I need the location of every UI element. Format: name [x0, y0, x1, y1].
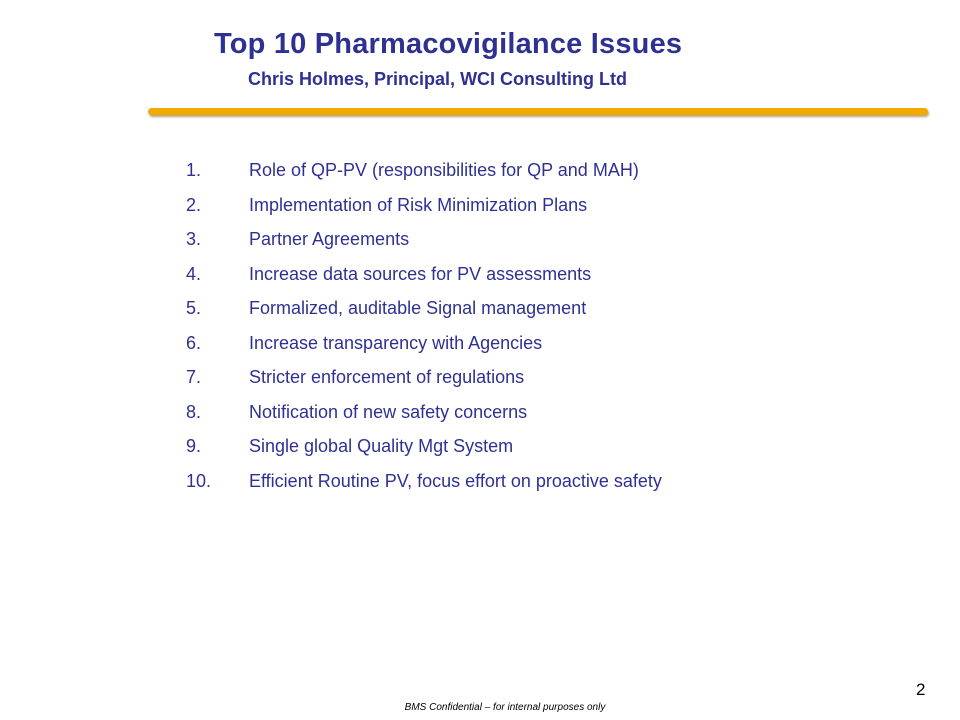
list-item-number: 4. — [186, 263, 202, 284]
list-item-text: Role of QP-PV (responsibilities for QP and MAH) — [249, 160, 639, 180]
list-item-text: Stricter enforcement of regulations — [249, 367, 525, 387]
list-item-text: Efficient Routine PV, focus effort on proactive safety — [249, 470, 662, 491]
list-item-number: 3. — [186, 229, 202, 249]
list-item — [186, 367, 662, 402]
list-item — [186, 471, 662, 506]
list-item-text: Formalized, auditable Signal management — [249, 298, 587, 318]
slide-subtitle: Chris Holmes, Principal, WCI Consulting Ltd — [248, 69, 628, 89]
list-item-number: 8. — [186, 401, 202, 422]
list-item — [186, 436, 662, 471]
list-item — [186, 160, 662, 195]
list-item-number: 6. — [186, 332, 202, 353]
list-item — [186, 402, 662, 437]
list-item-text: Implementation of Risk Minimization Plans — [249, 194, 588, 215]
confidentiality-footer: BMS Confidential – for internal purposes only — [404, 702, 606, 713]
list-item — [186, 195, 662, 230]
list-item — [186, 298, 662, 333]
issues-list — [186, 160, 662, 505]
list-item-text: Single global Quality Mgt System — [249, 436, 514, 456]
list-item-text: Increase data sources for PV assessments — [249, 263, 592, 284]
list-item — [186, 333, 662, 368]
list-item-number: 10. — [186, 470, 212, 491]
list-item-number: 1. — [186, 160, 202, 180]
list-item-text: Partner Agreements — [249, 229, 410, 249]
title-divider — [148, 108, 928, 115]
list-item — [186, 264, 662, 299]
list-item-number: 9. — [186, 436, 202, 456]
list-item-text: Increase transparency with Agencies — [249, 332, 543, 353]
list-item-number: 2. — [186, 194, 202, 215]
list-item-number: 7. — [186, 367, 202, 387]
list-item — [186, 229, 662, 264]
list-item-number: 5. — [186, 298, 202, 318]
slide-title: Top 10 Pharmacovigilance Issues — [214, 28, 683, 60]
list-item-text: Notification of new safety concerns — [249, 401, 528, 422]
page-number: 2 — [916, 680, 926, 699]
